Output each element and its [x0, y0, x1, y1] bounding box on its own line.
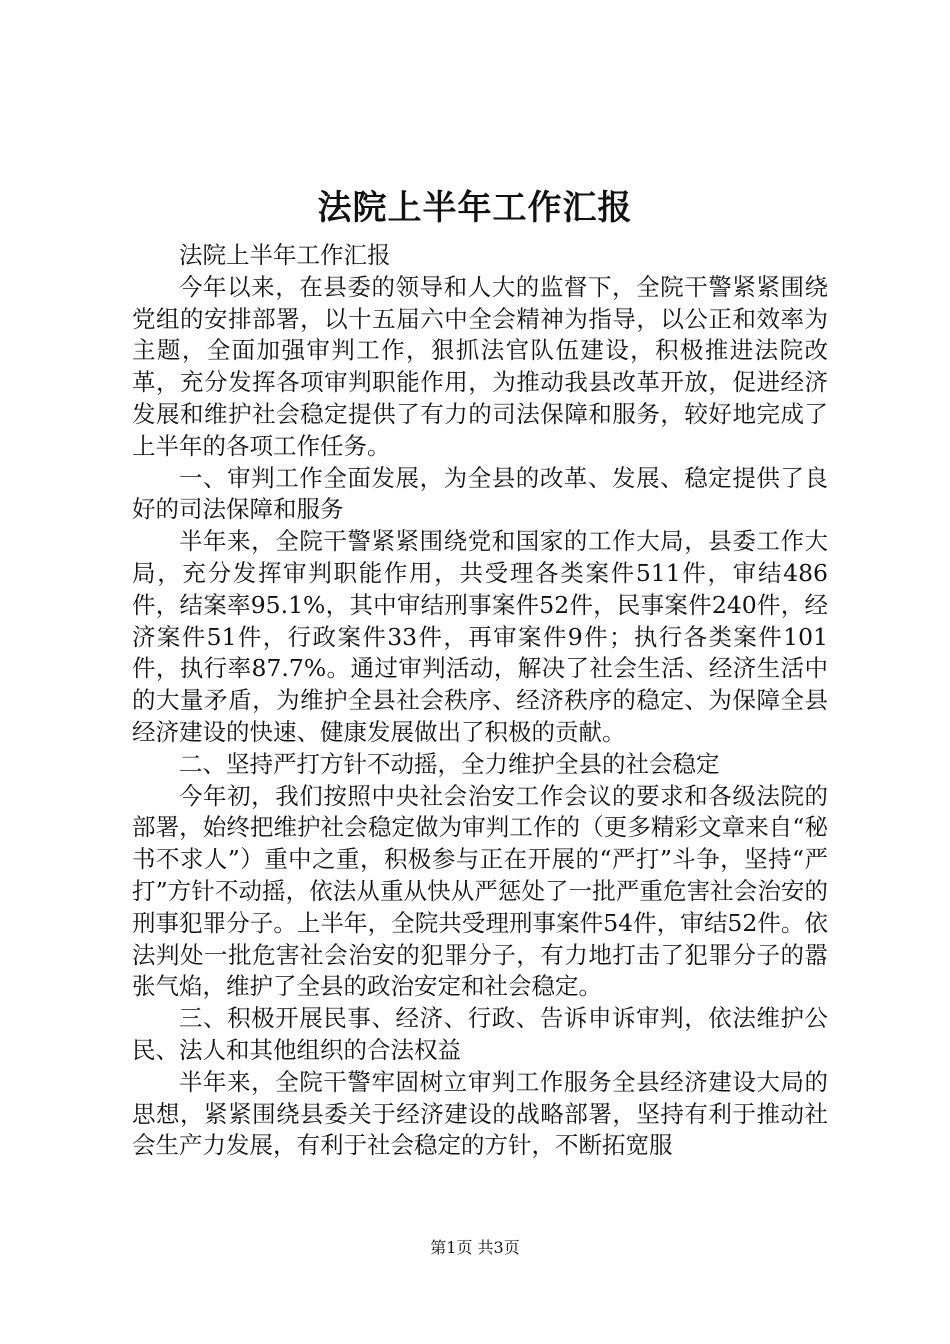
paragraph-section-2-body: 今年初，我们按照中央社会治安工作会议的要求和各级法院的部署，始终把维护社会稳定做为审判工作的（更多精彩文章来自“秘书不求人”）重中之重，积极参与正在开展的“严打”斗争，坚持“严打”方针不动摇，依法从重从快从严惩处了一批严重危害社会治安的刑事犯罪分子。上半年，全院共受理刑事案件54件，审结52件。依法判处一批危害社会治安的犯罪分子，有力地打击了犯罪分子的嚣张气焰，维护了全县的政治安定和社会稳定。 [132, 781, 828, 1001]
paragraph-section-1-body: 半年来，全院干警紧紧围绕党和国家的工作大局，县委工作大局，充分发挥审判职能作用，共受理各类案件511件，审结486件，结案率95.1%，其中审结刑事案件52件，民事案件240件，经济案件51件，行政案件33件，再审案件9件；执行各类案件101件，执行率87.7%。通过审判活动，解决了社会生活、经济生活中的大量矛盾，为维护全县社会秩序、经济秩序的稳定、为保障全县经济建设的快速、健康发展做出了积极的贡献。 [132, 527, 828, 746]
document-title: 法院上半年工作汇报 [317, 188, 633, 228]
paragraph-section-3-heading: 三、积极开展民事、经济、行政、告诉申诉审判，依法维护公民、法人和其他组织的合法权益 [132, 1004, 828, 1064]
paragraph-section-2-heading: 二、坚持严打方针不动摇，全力维护全县的社会稳定 [179, 749, 720, 778]
paragraph-heading-repeat: 法院上半年工作汇报 [179, 241, 391, 269]
paragraph-section-1-heading: 一、审判工作全面发展，为全县的改革、发展、稳定提供了良好的司法保障和服务 [132, 463, 828, 524]
paragraph-intro: 今年以来，在县委的领导和人大的监督下，全院干警紧紧围绕党组的安排部署，以十五届六中全会精神为指导，以公正和效率为主题，全面加强审判工作，狠抓法官队伍建设，积极推进法院改革，充分发挥各项审判职能作用，为推动我县改革开放，促进经济发展和维护社会稳定提供了有力的司法保障和服务，较好地完成了上半年的各项工作任务。 [132, 272, 828, 460]
page-number-footer: 第1页 共3页 [430, 1238, 520, 1257]
document-body [132, 240, 828, 1162]
paragraph-section-3-body: 半年来，全院干警牢固树立审判工作服务全县经济建设大局的思想，紧紧围绕县委关于经济建设的战略部署，坚持有利于推动社会生产力发展，有利于社会稳定的方针，不断拓宽服 [132, 1067, 828, 1160]
